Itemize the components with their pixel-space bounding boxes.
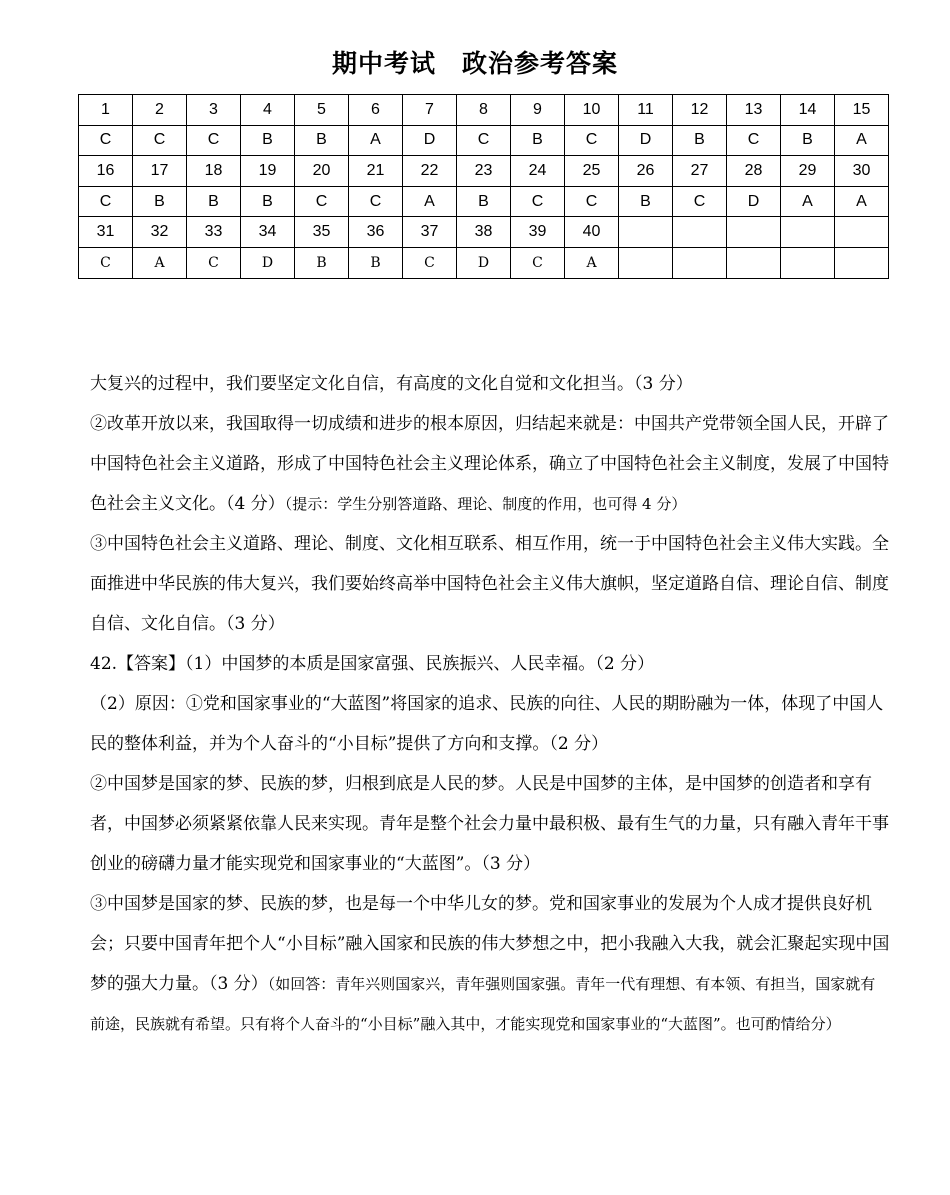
- table-cell: 38: [457, 217, 511, 248]
- table-cell: 17: [133, 156, 187, 187]
- table-cell: 25: [565, 156, 619, 187]
- table-cell: 21: [349, 156, 403, 187]
- table-cell: B: [295, 247, 349, 278]
- table-cell: 9: [511, 95, 565, 126]
- paragraph-text: 42.【答案】（1）中国梦的本质是国家富强、民族振兴、人民幸福。（2 分）: [90, 654, 655, 674]
- table-cell: [781, 217, 835, 248]
- page-title: 期中考试 政治参考答案: [331, 49, 618, 78]
- table-cell: C: [79, 125, 133, 156]
- table-cell: [673, 217, 727, 248]
- table-cell: B: [781, 125, 835, 156]
- paragraph-note: （如回答：青年兴则国家兴，青年强则国家强。青年一代有理想、有本领、有担当，国家就有前途，民族就有希望。只有将个人奋斗的“小目标”融入其中，才能实现党和国家事业的“大蓝图”。也可酌情给分）: [90, 975, 876, 1033]
- table-cell: 33: [187, 217, 241, 248]
- table-cell: 34: [241, 217, 295, 248]
- table-cell: C: [565, 186, 619, 217]
- table-cell: 32: [133, 217, 187, 248]
- table-cell: D: [457, 247, 511, 278]
- table-cell: 35: [295, 217, 349, 248]
- table-cell: [835, 247, 889, 278]
- table-cell: 8: [457, 95, 511, 126]
- table-cell: B: [241, 186, 295, 217]
- paragraph-text: ③中国梦是国家的梦、民族的梦，也是每一个中华儿女的梦。党和国家事业的发展为个人成才提供良好机会；只要中国青年把个人“小目标”融入国家和民族的伟大梦想之中，把小我融入大我，就会汇聚起实现中国梦的强大力量。（3 分）: [90, 894, 890, 994]
- table-cell: B: [241, 125, 295, 156]
- table-cell: 27: [673, 156, 727, 187]
- table-row: [79, 247, 889, 278]
- table-cell: A: [781, 186, 835, 217]
- table-row: [79, 95, 889, 126]
- table-cell: C: [187, 125, 241, 156]
- table-cell: [835, 217, 889, 248]
- paragraph-6: [90, 764, 890, 884]
- table-cell: C: [403, 247, 457, 278]
- table-cell: 2: [133, 95, 187, 126]
- paragraph-text: ②中国梦是国家的梦、民族的梦，归根到底是人民的梦。人民是中国梦的主体，是中国梦的创造者和享有者，中国梦必须紧紧依靠人民来实现。青年是整个社会力量中最积极、最有生气的力量，只有融入青年干事创业的磅礴力量才能实现党和国家事业的“大蓝图”。（3 分）: [90, 774, 889, 874]
- table-cell: B: [457, 186, 511, 217]
- table-cell: B: [511, 125, 565, 156]
- answer-table: [78, 94, 889, 279]
- paragraph-text: ③中国特色社会主义道路、理论、制度、文化相互联系、相互作用，统一于中国特色社会主义伟大实践。全面推进中华民族的伟大复兴，我们要始终高举中国特色社会主义伟大旗帜，坚定道路自信、理论自信、制度自信、文化自信。（3 分）: [90, 534, 889, 634]
- table-cell: 39: [511, 217, 565, 248]
- table-cell: 18: [187, 156, 241, 187]
- table-cell: D: [241, 247, 295, 278]
- table-cell: A: [133, 247, 187, 278]
- table-cell: 12: [673, 95, 727, 126]
- table-cell: A: [835, 125, 889, 156]
- table-cell: 14: [781, 95, 835, 126]
- table-cell: 7: [403, 95, 457, 126]
- table-cell: C: [295, 186, 349, 217]
- table-cell: B: [349, 247, 403, 278]
- table-cell: 20: [295, 156, 349, 187]
- table-cell: [619, 247, 673, 278]
- table-cell: 6: [349, 95, 403, 126]
- table-cell: A: [565, 247, 619, 278]
- table-row: [79, 125, 889, 156]
- table-row: [79, 186, 889, 217]
- table-cell: C: [673, 186, 727, 217]
- table-cell: 23: [457, 156, 511, 187]
- table-cell: 40: [565, 217, 619, 248]
- table-cell: 29: [781, 156, 835, 187]
- table-cell: D: [619, 125, 673, 156]
- paragraph-1: [90, 364, 890, 404]
- table-cell: 3: [187, 95, 241, 126]
- table-cell: D: [727, 186, 781, 217]
- table-cell: D: [403, 125, 457, 156]
- paragraph-5: [90, 684, 890, 764]
- paragraph-2: [90, 404, 890, 524]
- table-cell: 31: [79, 217, 133, 248]
- table-cell: [727, 247, 781, 278]
- paragraph-text: ②改革开放以来，我国取得一切成绩和进步的根本原因，归结起来就是：中国共产党带领全国人民，开辟了中国特色社会主义道路，形成了中国特色社会主义理论体系，确立了中国特色社会主义制度，发展了中国特色社会主义文化。（4 分）: [90, 414, 889, 514]
- table-cell: B: [295, 125, 349, 156]
- table-cell: B: [619, 186, 673, 217]
- table-cell: 37: [403, 217, 457, 248]
- table-cell: [781, 247, 835, 278]
- table-cell: [727, 217, 781, 248]
- table-row: [79, 156, 889, 187]
- table-cell: 30: [835, 156, 889, 187]
- table-cell: C: [349, 186, 403, 217]
- table-cell: A: [835, 186, 889, 217]
- table-cell: 15: [835, 95, 889, 126]
- table-cell: C: [457, 125, 511, 156]
- table-cell: 19: [241, 156, 295, 187]
- table-cell: 1: [79, 95, 133, 126]
- table-cell: [619, 217, 673, 248]
- paragraph-4: [90, 644, 890, 684]
- table-cell: 13: [727, 95, 781, 126]
- table-cell: C: [511, 186, 565, 217]
- table-cell: C: [133, 125, 187, 156]
- table-row: [79, 217, 889, 248]
- table-cell: [673, 247, 727, 278]
- table-cell: 10: [565, 95, 619, 126]
- paragraph-3: [90, 524, 890, 644]
- table-cell: 5: [295, 95, 349, 126]
- table-cell: B: [133, 186, 187, 217]
- table-cell: C: [79, 247, 133, 278]
- table-cell: A: [403, 186, 457, 217]
- table-cell: B: [187, 186, 241, 217]
- paragraph-text: （2）原因：①党和国家事业的“大蓝图”将国家的追求、民族的向往、人民的期盼融为一体，体现了中国人民的整体利益，并为个人奋斗的“小目标”提供了方向和支撑。（2 分）: [90, 694, 884, 754]
- table-cell: C: [79, 186, 133, 217]
- paragraph-text: 大复兴的过程中，我们要坚定文化自信，有高度的文化自觉和文化担当。（3 分）: [90, 374, 693, 394]
- table-cell: C: [565, 125, 619, 156]
- answer-content: [90, 364, 890, 1044]
- table-cell: A: [349, 125, 403, 156]
- table-cell: 16: [79, 156, 133, 187]
- table-cell: 24: [511, 156, 565, 187]
- table-cell: 26: [619, 156, 673, 187]
- paragraph-7: [90, 884, 890, 1044]
- table-cell: 36: [349, 217, 403, 248]
- table-cell: 22: [403, 156, 457, 187]
- table-cell: B: [673, 125, 727, 156]
- table-cell: C: [727, 125, 781, 156]
- table-cell: C: [187, 247, 241, 278]
- table-cell: 11: [619, 95, 673, 126]
- table-cell: 4: [241, 95, 295, 126]
- paragraph-note: （提示：学生分别答道路、理论、制度的作用，也可得 4 分）: [284, 495, 687, 513]
- table-cell: C: [511, 247, 565, 278]
- table-cell: 28: [727, 156, 781, 187]
